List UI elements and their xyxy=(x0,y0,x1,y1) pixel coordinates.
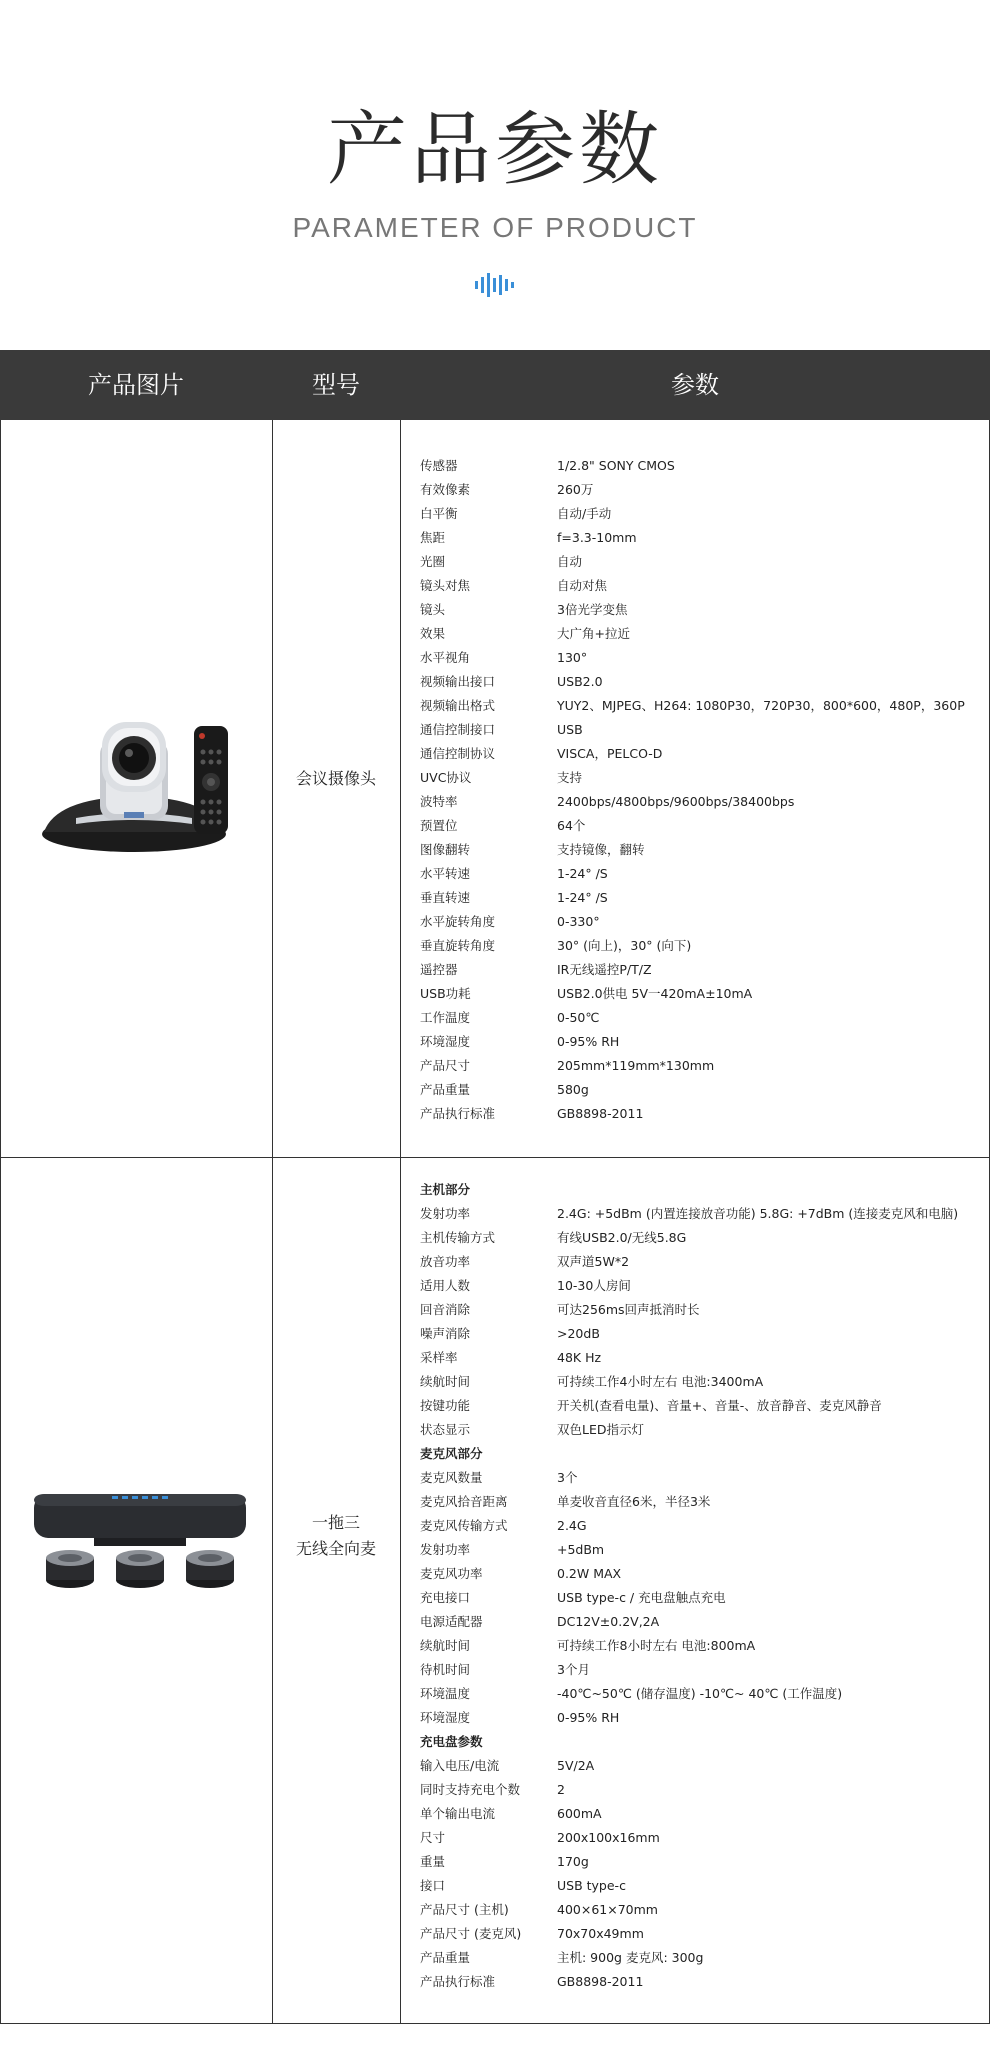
spec-row: 发射功率 +5dBm xyxy=(420,1542,605,1557)
camera-product-image xyxy=(36,700,246,860)
spec-row: UVC协议 支持 xyxy=(420,770,583,785)
soundbar-mic-icon xyxy=(30,1480,250,1600)
spec-row: 有效像素 260万 xyxy=(420,482,594,497)
sound-wave-icon xyxy=(474,272,516,298)
table-divider xyxy=(272,420,273,2024)
spec-row: 镜头对焦 自动对焦 xyxy=(420,578,608,593)
page-title: 产品参数 xyxy=(327,103,663,196)
spec-row: 续航时间 可持续工作4小时左右 电池:3400mA xyxy=(420,1374,764,1389)
column-header-model: 型号 xyxy=(312,371,360,399)
spec-row: 主机传输方式 有线USB2.0/无线5.8G xyxy=(420,1230,687,1245)
spec-row: 发射功率 2.4G: +5dBm (内置连接放音功能) 5.8G: +7dBm (连接麦克风和电脑) xyxy=(420,1206,959,1221)
spec-row: 产品尺寸 205mm*119mm*130mm xyxy=(420,1058,715,1073)
hero-section xyxy=(0,0,990,350)
spec-row: 环境湿度 0-95% RH xyxy=(420,1034,620,1049)
spec-row: 尺寸 200x100x16mm xyxy=(420,1830,660,1845)
table-divider xyxy=(400,420,401,2024)
spec-row: 波特率 2400bps/4800bps/9600bps/38400bps xyxy=(420,794,795,809)
spec-row: 充电接口 USB type-c / 充电盘触点充电 xyxy=(420,1590,726,1605)
spec-row: 通信控制协议 VISCA，PELCO-D xyxy=(420,746,663,761)
spec-row: 视频输出格式 YUY2、MJPEG、H264: 1080P30，720P30，800*600，480P，360P xyxy=(420,698,965,713)
spec-row: 镜头 3倍光学变焦 xyxy=(420,602,628,617)
spec-row: 续航时间 可持续工作8小时左右 电池:800mA xyxy=(420,1638,756,1653)
spec-row: 光圈 自动 xyxy=(420,554,583,569)
spec-row: 产品重量 580g xyxy=(420,1082,589,1097)
spec-row: 视频输出接口 USB2.0 xyxy=(420,674,603,689)
spec-row: 图像翻转 支持镜像，翻转 xyxy=(420,842,645,857)
spec-row: 麦克风传输方式 2.4G xyxy=(420,1518,587,1533)
spec-row: 通信控制接口 USB xyxy=(420,722,583,737)
spec-row: 环境温度 -40℃~50℃ (储存温度) -10℃~ 40℃ (工作温度) xyxy=(420,1686,843,1701)
table-border-left xyxy=(0,420,1,2024)
spec-row: 垂直旋转角度 30° (向上)，30° (向下) xyxy=(420,938,692,953)
model-name-speakerphone xyxy=(272,1510,400,1562)
model-name-line1: 一拖三 xyxy=(311,1513,360,1532)
speakerphone-product-image xyxy=(30,1480,250,1600)
spec-row: 效果 大广角+拉近 xyxy=(420,626,630,641)
spec-row: 适用人数 10-30人房间 xyxy=(420,1278,631,1293)
spec-section-heading: 麦克风部分 xyxy=(420,1446,483,1461)
spec-row: 重量 170g xyxy=(420,1854,589,1869)
spec-row: 放音功率 双声道5W*2 xyxy=(420,1254,630,1269)
spec-section-heading: 充电盘参数 xyxy=(420,1734,483,1749)
spec-row: 接口 USB type-c xyxy=(420,1878,626,1893)
spec-row: 白平衡 自动/手动 xyxy=(420,506,612,521)
spec-row: 垂直转速 1-24° /S xyxy=(420,890,608,905)
spec-row: 单个输出电流 600mA xyxy=(420,1806,602,1821)
column-header-params: 参数 xyxy=(671,371,719,399)
spec-section-heading: 主机部分 xyxy=(420,1182,471,1197)
ptz-camera-icon xyxy=(36,700,246,860)
spec-row: 预置位 64个 xyxy=(420,818,586,833)
spec-row: 遥控器 IR无线遥控P/T/Z xyxy=(420,962,652,977)
spec-row: 状态显示 双色LED指示灯 xyxy=(420,1422,644,1437)
spec-row: 焦距 f=3.3-10mm xyxy=(420,530,637,545)
spec-row: 麦克风功率 0.2W MAX xyxy=(420,1566,622,1581)
spec-row: 水平旋转角度 0-330° xyxy=(420,914,600,929)
spec-row: 产品尺寸 (麦克风) 70x70x49mm xyxy=(420,1926,644,1941)
model-name-line2: 无线全向麦 xyxy=(295,1539,376,1558)
spec-row: 传感器 1/2.8" SONY CMOS xyxy=(420,458,675,473)
page-subtitle: PARAMETER OF PRODUCT xyxy=(292,212,698,243)
spec-row: 产品重量 主机: 900g 麦克风: 300g xyxy=(420,1950,704,1965)
spec-row: 麦克风数量 3个 xyxy=(420,1470,578,1485)
spec-row: 产品执行标准 GB8898-2011 xyxy=(420,1974,644,1989)
table-bottom-border xyxy=(0,2023,990,2024)
spec-row: 待机时间 3个月 xyxy=(420,1662,590,1677)
model-name-camera: 会议摄像头 xyxy=(295,769,376,788)
table-row-divider xyxy=(0,1157,990,1158)
spec-row: 输入电压/电流 5V/2A xyxy=(420,1758,595,1773)
column-header-image: 产品图片 xyxy=(88,371,184,399)
spec-row: 按键功能 开关机(查看电量)、音量+、音量-、放音静音、麦克风静音 xyxy=(420,1398,882,1413)
spec-row: 水平视角 130° xyxy=(420,650,588,665)
table-header xyxy=(0,350,990,420)
spec-row: 噪声消除 >20dB xyxy=(420,1326,600,1341)
spec-row: 产品尺寸 (主机) 400×61×70mm xyxy=(420,1902,658,1917)
spec-row: 麦克风拾音距离 单麦收音直径6米，半径3米 xyxy=(420,1494,711,1509)
spec-row: 电源适配器 DC12V±0.2V,2A xyxy=(420,1614,660,1629)
spec-row: 环境湿度 0-95% RH xyxy=(420,1710,620,1725)
spec-list-speakerphone xyxy=(420,1178,985,1994)
spec-row: 采样率 48K Hz xyxy=(420,1350,602,1365)
spec-row: 回音消除 可达256ms回声抵消时长 xyxy=(420,1302,700,1317)
spec-list-camera xyxy=(420,454,985,1126)
spec-row: USB功耗 USB2.0供电 5V一420mA±10mA xyxy=(420,986,753,1001)
spec-row: 同时支持充电个数 2 xyxy=(420,1782,565,1797)
spec-row: 工作温度 0-50℃ xyxy=(420,1010,600,1025)
spec-row: 产品执行标准 GB8898-2011 xyxy=(420,1106,644,1121)
spec-row: 水平转速 1-24° /S xyxy=(420,866,608,881)
